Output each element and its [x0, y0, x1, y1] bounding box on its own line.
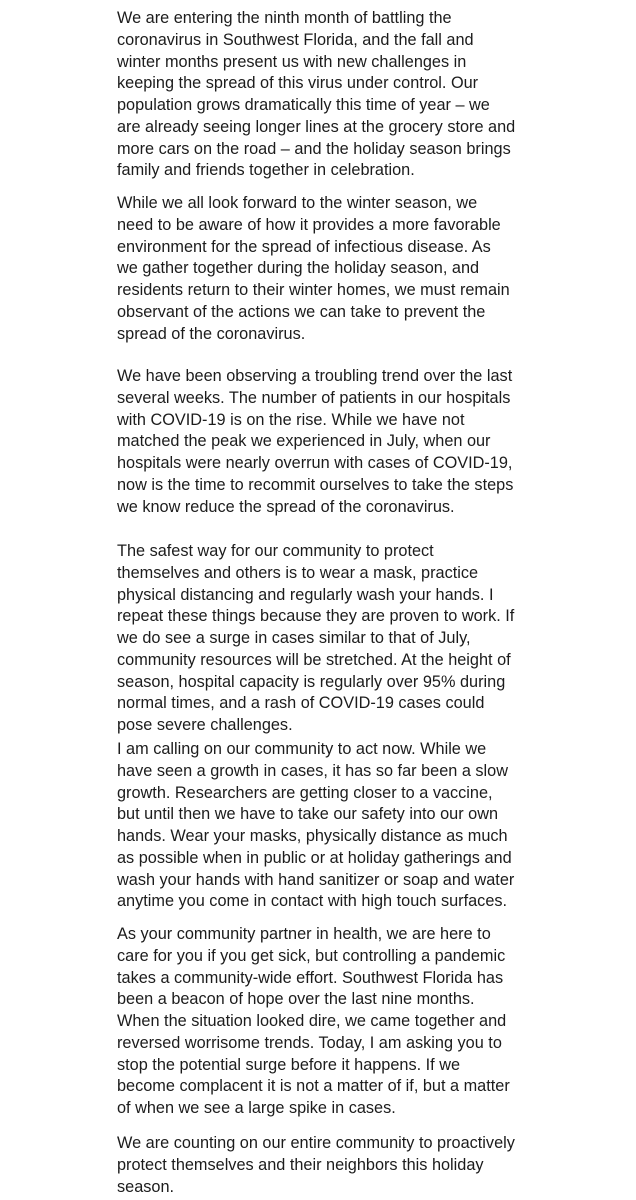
text-line: As your community partner in health, we are here to: [117, 925, 491, 943]
text-line: we gather together during the holiday season, and: [117, 259, 480, 278]
text-line: environment for the spread of infectious disease. As: [117, 237, 491, 256]
text-line: takes a community-wide effort. Southwest Florida has: [117, 968, 504, 987]
text-line: growth. Researchers are getting closer to a vaccine,: [117, 783, 493, 802]
text-line: reversed worrisome trends. Today, I am asking you to: [117, 1033, 502, 1052]
text-line: matched the peak we experienced in July, when our: [117, 432, 491, 451]
text-line: been a beacon of hope over the last nine months.: [117, 990, 475, 1009]
text-line: coronavirus in Southwest Florida, and the fall and: [117, 30, 474, 49]
text-line: community resources will be stretched. At the height of: [117, 650, 511, 669]
text-line: hands. Wear your masks, physically distance as much: [117, 827, 508, 845]
paragraph-3: [117, 366, 636, 518]
text-line: I am calling on our community to act now. While we: [117, 740, 487, 758]
text-line: anytime you come in contact with high touch surfaces.: [117, 892, 508, 911]
text-line: observant of the actions we can take to prevent the: [117, 302, 486, 321]
text-line: as possible when in public or at holiday gatherings and: [117, 848, 512, 867]
text-line: but until then we have to take our safety into our own: [117, 805, 499, 824]
text-line: residents return to their winter homes, we must remain: [117, 281, 510, 299]
text-line: population grows dramatically this time of year – we: [117, 96, 490, 114]
paragraph-2: [117, 193, 636, 345]
text-line: we know reduce the spread of the coronavirus.: [117, 497, 455, 516]
text-line: protect themselves and their neighbors this holiday: [117, 1155, 484, 1174]
text-line: we do see a surge in cases similar to that of July,: [117, 629, 471, 647]
text-line: several weeks. The number of patients in our hospitals: [117, 388, 511, 407]
text-line: physical distancing and regularly wash your hands. I: [117, 585, 494, 604]
text-line: season, hospital capacity is regularly over 95% during: [117, 672, 506, 691]
text-line: We are entering the ninth month of battling the: [117, 9, 452, 27]
text-line: have seen a growth in cases, it has so far been a slow: [117, 761, 508, 780]
paragraph-1: [117, 8, 636, 182]
paragraph-6: [117, 924, 636, 1120]
text-line: pose severe challenges.: [117, 716, 293, 734]
text-line: We have been observing a troubling trend over the last: [117, 367, 513, 385]
text-line: stop the potential surge before it happens. If we: [117, 1055, 461, 1074]
text-line: wash your hands with hand sanitizer or soap and water: [117, 870, 515, 889]
text-line: normal times, and a rash of COVID-19 cases could: [117, 694, 485, 713]
text-line: winter months present us with new challenges in: [117, 52, 467, 71]
text-line: season.: [117, 1177, 175, 1196]
text-line: need to be aware of how it provides a more favorable: [117, 215, 501, 234]
text-line: now is the time to recommit ourselves to take the steps: [117, 475, 514, 494]
text-line: While we all look forward to the winter season, we: [117, 194, 478, 212]
text-line: repeat these things because they are proven to work. If: [117, 607, 515, 626]
text-line: more cars on the road – and the holiday season brings: [117, 139, 511, 158]
paragraph-4: [117, 541, 636, 737]
text-line: with COVID-19 is on the rise. While we have not: [117, 410, 465, 429]
text-line: of when we see a large spike in cases.: [117, 1099, 396, 1117]
text-line: care for you if you get sick, but controlling a pandemic: [117, 946, 506, 965]
paragraph-5: [117, 739, 636, 913]
text-line: themselves and others is to wear a mask, practice: [117, 563, 479, 582]
text-line: We are counting on our entire community to proactively: [117, 1134, 515, 1152]
text-line: hospitals were nearly overrun with cases of COVID-19,: [117, 454, 513, 472]
paragraph-7: [117, 1133, 636, 1198]
text-line: become complacent it is not a matter of if, but a matter: [117, 1077, 510, 1096]
text-line: are already seeing longer lines at the grocery store and: [117, 117, 516, 136]
text-line: keeping the spread of this virus under control. Our: [117, 74, 479, 93]
text-line: When the situation looked dire, we came together and: [117, 1012, 507, 1030]
text-line: The safest way for our community to protect: [117, 542, 434, 560]
text-line: spread of the coronavirus.: [117, 324, 306, 343]
text-line: family and friends together in celebration.: [117, 161, 415, 180]
